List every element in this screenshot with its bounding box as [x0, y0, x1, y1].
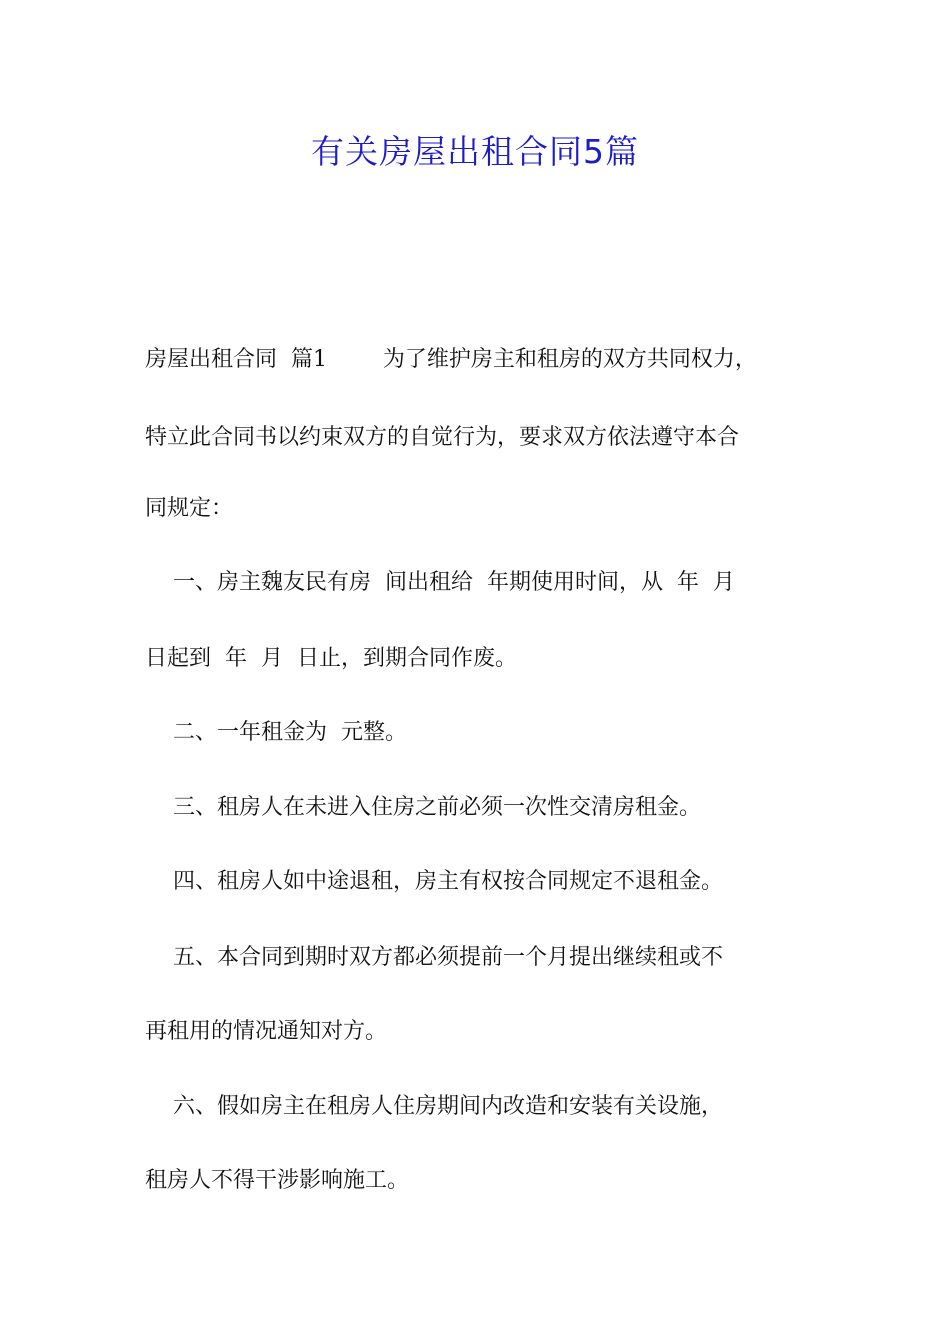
- body-line-1: 房屋出租合同 篇1 为了维护房主和租房的双方共同权力，: [145, 347, 757, 372]
- body-line-6: 二、一年租金为 元整。: [145, 720, 407, 745]
- body-line-12: 租房人不得干涉影响施工。: [145, 1168, 410, 1193]
- body-line-10: 再租用的情况通知对方。: [145, 1019, 388, 1044]
- body-line-11: 六、假如房主在租房人住房期间内改造和安装有关设施，: [145, 1094, 723, 1119]
- body-line-3: 同规定：: [145, 496, 234, 521]
- body-line-8: 四、租房人如中途退租，房主有权按合同规定不退租金。: [145, 869, 723, 894]
- body-line-5: 日起到 年 月 日止，到期合同作废。: [145, 646, 517, 671]
- body-line-9: 五、本合同到期时双方都必须提前一个月提出继续租或不: [145, 945, 723, 970]
- body-line-7: 三、租房人在未进入住房之前必须一次性交清房租金。: [145, 795, 701, 820]
- document-title: 有关房屋出租合同5篇: [311, 132, 639, 171]
- body-line-4: 一、房主魏友民有房 间出租给 年期使用时间，从 年 月: [145, 570, 735, 595]
- body-line-2: 特立此合同书以约束双方的自觉行为，要求双方依法遵守本合: [145, 425, 740, 450]
